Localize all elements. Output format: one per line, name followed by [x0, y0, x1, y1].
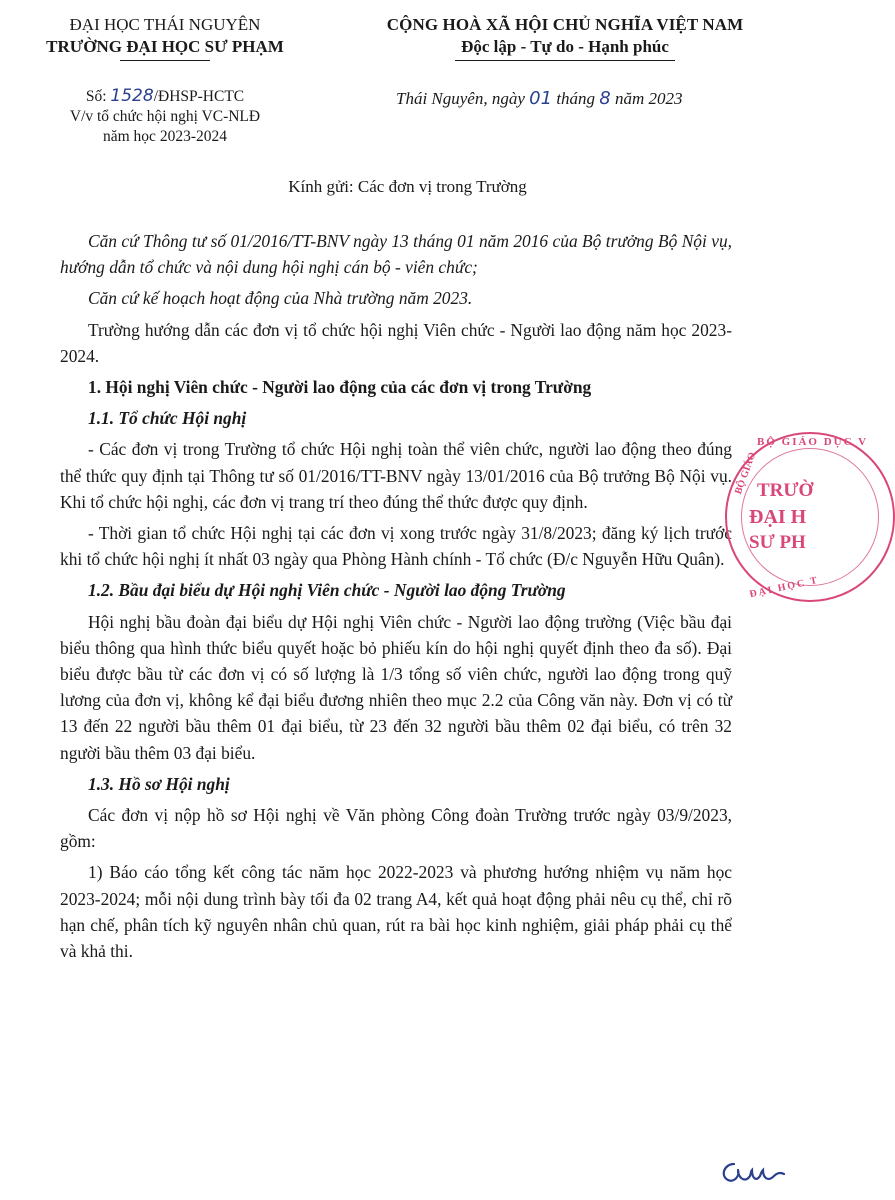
- handwritten-day: 01: [529, 88, 553, 109]
- motto-underline: [455, 60, 675, 61]
- document-body: [60, 228, 732, 969]
- so-suffix: /ĐHSP-HCTC: [153, 88, 245, 105]
- stamp-line-2: ĐẠI H: [749, 506, 807, 528]
- subsection-heading-1-2: 1.2. Bầu đại biểu dự Hội nghị Viên chức - Người lao động Trường: [88, 580, 566, 601]
- subsection-heading-1-1: 1.1. Tổ chức Hội nghị: [88, 408, 247, 429]
- legal-basis-2: Căn cứ kế hoạch hoạt động của Nhà trường năm 2023.: [88, 288, 473, 309]
- legal-basis-1: Căn cứ Thông tư số 01/2016/TT-BNV ngày 13 tháng 01 năm 2016 của Bộ trưởng Bộ Nội vụ, hướng dẫn tổ chức và nội dung hội nghị cán bộ - viên chức;: [60, 231, 732, 278]
- date-prefix: Thái Nguyên, ngày: [396, 89, 530, 108]
- month-label: tháng: [552, 89, 600, 108]
- parent-organization: ĐẠI HỌC THÁI NGUYÊN: [69, 15, 261, 34]
- issuing-school: TRƯỜNG ĐẠI HỌC SƯ PHẠM: [46, 37, 284, 56]
- date-line: [396, 88, 683, 109]
- document-number: [40, 86, 290, 107]
- paragraph-1-3-item-1: 1) Báo cáo tổng kết công tác năm học 2022-2023 và phương hướng nhiệm vụ năm học 2023-2024; mỗi nội dung trình bày tối đa 02 trang A4, kết quả hoạt động phải nêu cụ thể, chỉ rõ hạn chế, phân tích kỹ nguyên nhân chủ quan, rút ra bài học kinh nghiệm, giải pháp phải cụ thể và khả thi.: [60, 862, 732, 962]
- intro-paragraph: Trường hướng dẫn các đơn vị tổ chức hội nghị Viên chức - Người lao động năm học 2023-2024.: [60, 319, 732, 366]
- recipient-line: Kính gửi: Các đơn vị trong Trường: [288, 177, 527, 196]
- issuer-block: [40, 14, 290, 61]
- section-heading-1: 1. Hội nghị Viên chức - Người lao động của các đơn vị trong Trường: [88, 377, 592, 398]
- stamp-line-1: TRƯỜ: [757, 480, 814, 501]
- stamp-line-3: SƯ PH: [749, 532, 806, 553]
- motto: Độc lập - Tự do - Hạnh phúc: [461, 37, 669, 56]
- stamp-top-text: BỘ GIÁO DỤC V: [757, 436, 869, 448]
- subject-line-2: năm học 2023-2024: [103, 128, 227, 145]
- handwritten-month: 8: [599, 88, 611, 109]
- year-label: năm 2023: [610, 89, 683, 108]
- issuer-underline: [120, 60, 210, 61]
- national-motto-block: [330, 14, 800, 61]
- paragraph-1-1-b: - Thời gian tổ chức Hội nghị tại các đơn vị xong trước ngày 31/8/2023; đăng ký lịch trước khi tổ chức hội nghị ít nhất 03 ngày qua Phòng Hành chính - Tổ chức (Đ/c Nguyễn Hữu Quân).: [60, 523, 732, 570]
- paragraph-1-3: Các đơn vị nộp hồ sơ Hội nghị về Văn phòng Công đoàn Trường trước ngày 03/9/2023, gồm:: [60, 805, 732, 852]
- country-name: CỘNG HOÀ XÃ HỘI CHỦ NGHĨA VIỆT NAM: [386, 15, 744, 34]
- subsection-heading-1-3: 1.3. Hồ sơ Hội nghị: [88, 773, 230, 794]
- paragraph-1-2: Hội nghị bầu đoàn đại biểu dự Hội nghị Viên chức - Người lao động trường (Việc bầu đại biểu thông qua hình thức biểu quyết hoặc bỏ phiếu kín do hội nghị quyết định theo đa số). Đại biểu được bầu từ các đơn vị có số lượng là 1/3 tổng số viên chức, người lao động trong quỹ lương của đơn vị, không kể đại biểu đương nhiên theo mục 2.2 của Công văn này. Đơn vị có từ 13 đến 22 người bầu thêm 01 đại biểu, từ 23 đến 32 người bầu thêm 02 đại biểu, có trên 32 người bầu thêm 03 đại biểu.: [60, 611, 732, 763]
- stamp-side-text: BỘ GIÁO: [733, 451, 759, 496]
- paragraph-1-1-a: - Các đơn vị trong Trường tổ chức Hội nghị toàn thể viên chức, người lao động theo đúng thể thức quy định tại Thông tư số 01/2016/TT-BNV ngày 13/01/2016 của Bộ trưởng Bộ Nội vụ. Khi tổ chức hội nghị, các đơn vị trang trí theo đúng thể thức được quy định.: [60, 439, 732, 512]
- so-prefix: Số:: [85, 88, 111, 105]
- official-stamp: [725, 432, 895, 602]
- stamp-bottom-text: ĐẠI HỌC T: [748, 574, 820, 601]
- initials-signature: [716, 1152, 786, 1188]
- document-number-block: [40, 86, 290, 147]
- handwritten-number: 1528: [110, 86, 154, 106]
- subject-line-1: V/v tổ chức hội nghị VC-NLĐ: [69, 108, 261, 125]
